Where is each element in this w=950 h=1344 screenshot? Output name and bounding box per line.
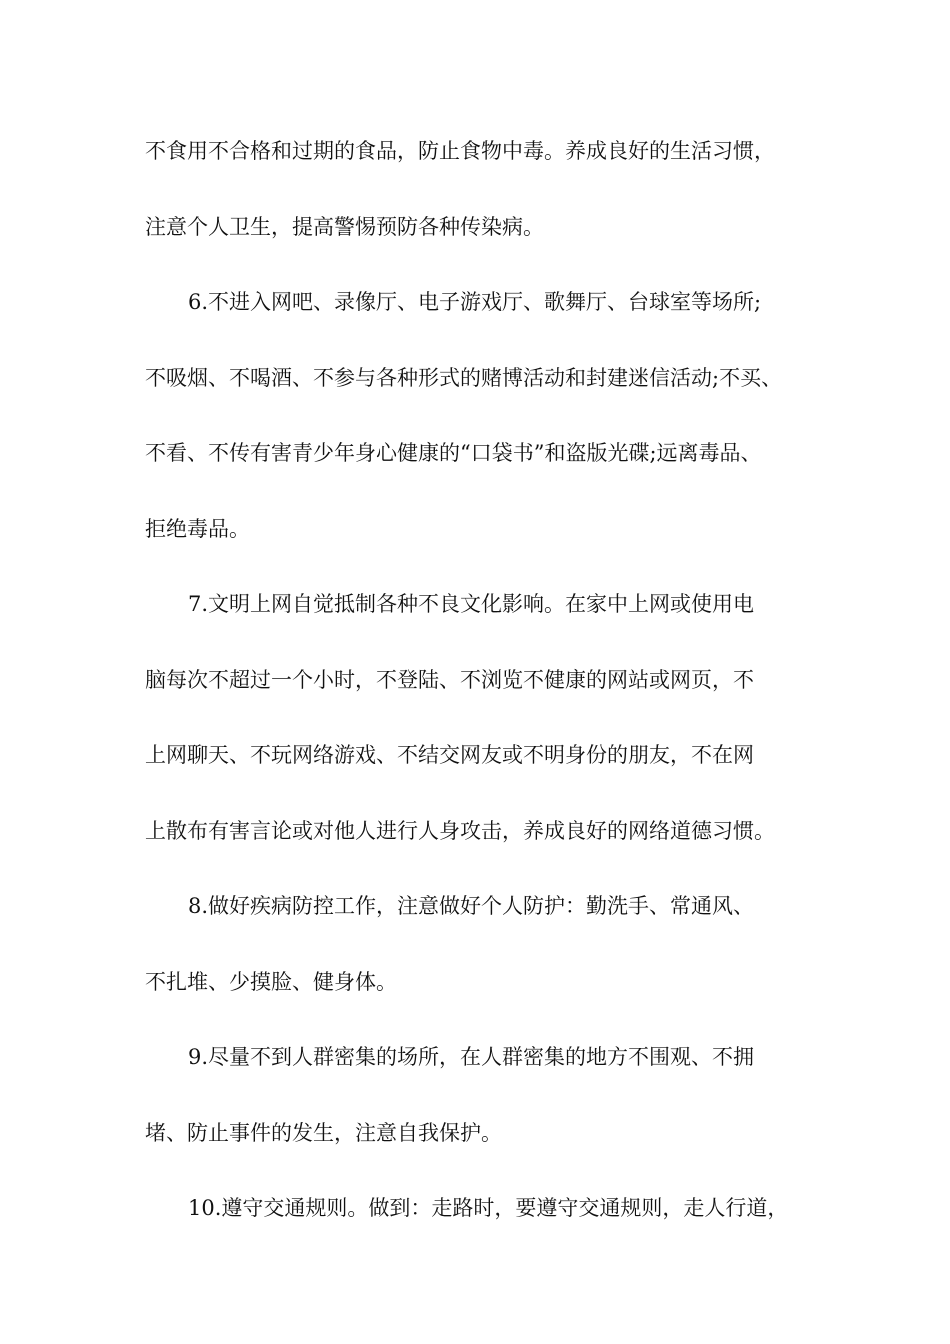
text-line: 不食用不合格和过期的食品，防止食物中毒。养成良好的生活习惯， — [145, 139, 775, 163]
text-line: 上网聊天、不玩网络游戏、不结交网友或不明身份的朋友，不在网 — [145, 743, 754, 767]
text-line: 不吸烟、不喝酒、不参与各种形式的赌博活动和封建迷信活动;不买、 — [145, 365, 783, 390]
text-line: 堵、防止事件的发生，注意自我保护。 — [145, 1120, 502, 1145]
text-line: 不扎堆、少摸脸、健身体。 — [145, 969, 397, 994]
text-line: 上散布有害言论或对他人进行人身攻击，养成良好的网络道德习惯。 — [145, 818, 775, 843]
text-line: 脑每次不超过一个小时，不登陆、不浏览不健康的网站或网页，不 — [145, 667, 754, 692]
paragraph-start-8: 8.做好疾病防控工作，注意做好个人防护：勤洗手、常通风、 — [188, 894, 755, 918]
paragraph-start-7: 7.文明上网自觉抵制各种不良文化影响。在家中上网或使用电 — [188, 592, 755, 616]
paragraph-start-10: 10.遵守交通规则。做到：走路时，要遵守交通规则，走人行道， — [188, 1196, 789, 1220]
text-line: 不看、不传有害青少年身心健康的“口袋书”和盗版光碟;远离毒品、 — [145, 441, 762, 465]
text-line: 拒绝毒品。 — [145, 516, 250, 541]
paragraph-start-6: 6.不进入网吧、录像厅、电子游戏厅、歌舞厅、台球室等场所; — [188, 290, 762, 314]
document-body — [145, 125, 825, 1258]
paragraph-start-9: 9.尽量不到人群密集的场所，在人群密集的地方不围观、不拥 — [188, 1045, 755, 1069]
text-line: 注意个人卫生，提高警惕预防各种传染病。 — [145, 214, 544, 239]
